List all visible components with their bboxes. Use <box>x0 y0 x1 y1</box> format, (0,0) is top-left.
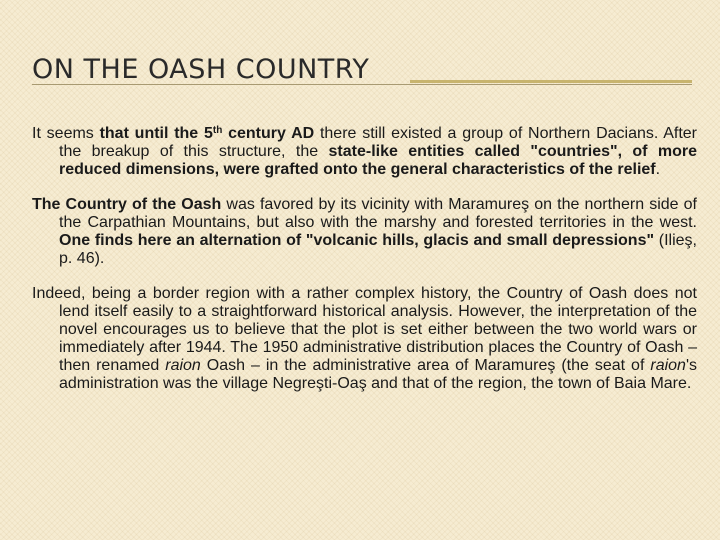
superscript: th <box>212 125 223 136</box>
title-accent-bar <box>410 80 692 83</box>
text-run-italic: raion <box>650 357 686 374</box>
paragraph-1 <box>32 125 697 179</box>
text-run-bold: One finds here an alternation of "volcanic hills, glacis and small depressions" <box>59 232 655 249</box>
text-run: It seems <box>32 125 100 142</box>
text-run: was favored by its vicinity with Maramureş on the northern side of the Carpathian Mountains, but also with the marshy and forested territories in the west. <box>59 196 697 231</box>
text-run-italic: raion <box>165 357 201 374</box>
text-run: (Ilieş, p. 46). <box>59 232 697 267</box>
text-run: there still existed a group of Northern Dacians. After the breakup of this structure, the <box>59 125 697 160</box>
text-run: Oash – in the administrative area of Maramureş (the seat of <box>200 357 651 374</box>
slide-title: ON THE OASH COUNTRY <box>32 54 370 85</box>
text-run-bold: century AD <box>222 125 315 142</box>
text-run-bold: that until the 5 <box>99 125 213 142</box>
paragraph-2 <box>32 196 697 268</box>
text-run: Indeed, being a border region with a rather complex history, the Country of Oash does not lend itself easily to a straightforward historical analysis. However, the interpretation of the novel encourages us to believe that the plot is set either between the two world wars or immediately after 1944. The 1950 administrative distribution places the Country of Oash – then renamed <box>32 285 697 374</box>
text-run-bold: state-like entities called "countries", of more reduced dimensions, were grafted onto the general characteristics of the relief <box>59 143 698 178</box>
text-run: . <box>655 161 661 178</box>
text-run-bold: The Country of the Oash <box>32 196 222 213</box>
text-run: 's administration was the village Negreşti-Oaş and that of the region, the town of Baia Mare. <box>59 357 698 392</box>
title-divider <box>32 84 692 85</box>
slide-body <box>32 125 697 410</box>
paragraph-3 <box>32 285 697 393</box>
